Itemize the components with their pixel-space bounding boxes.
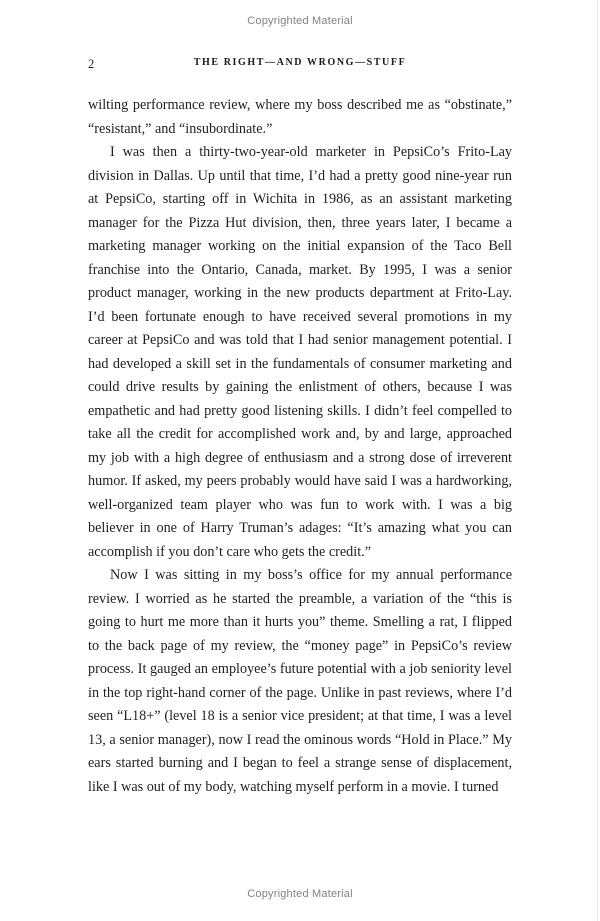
page-header xyxy=(0,57,600,71)
paragraph: wilting performance review, where my boss described me as “obstinate,” “resistant,” and “insubordinate.” xyxy=(88,97,512,137)
page-number: 2 xyxy=(88,57,95,71)
copyright-watermark-bottom: Copyrighted Material xyxy=(247,888,353,900)
paragraph: Now I was sitting in my boss’s office for my annual performance review. I worried as he started the preamble, a variation of the “this is going to hurt me more than it hurts you” theme. Smelling a rat, I flipped to the back page of my review, the “money page” in PepsiCo’s review process. It gauged an employee’s future potential with a job seniority level in the top right-hand corner of the page. Unlike in past reviews, where I’d seen “L18+” (level 18 is a senior vice president; at that time, I was a level 13, a senior manager), now I read the ominous words “Hold in Place.” My ears started burning and I began to feel a strange sense of displacement, like I was out of my body, watching myself perform in a movie. I turned xyxy=(88,567,512,795)
body-text xyxy=(88,94,512,799)
copyright-watermark-top: Copyrighted Material xyxy=(247,15,353,27)
running-head: THE RIGHT—AND WRONG—STUFF xyxy=(193,57,407,68)
page-edge-shadow xyxy=(597,0,598,921)
paragraph: I was then a thirty-two-year-old marketer in PepsiCo’s Frito-Lay division in Dallas. Up until that time, I’d had a pretty good nine-year run at PepsiCo, starting off in Wichita in 1986, as an assistant marketing manager for the Pizza Hut division, then, three years later, I became a marketing manager working on the initial expansion of the Taco Bell franchise into the Ontario, Canada, market. By 1995, I was a senior product manager, working in the new products department at Frito-Lay. I’d been fortunate enough to have received several promotions in my career at PepsiCo and was told that I had senior management potential. I had developed a skill set in the fundamentals of consumer marketing and could drive results by gaining the enlistment of others, because I was empathetic and had pretty good listening skills. I didn’t feel compelled to take all the credit for accomplished work and, by and large, approached my job with a high degree of enthusiasm and a strong dose of irreverent humor. If asked, my peers probably would have said I was a hardworking, well-organized team player who was fun to work with. I was a big believer in one of Harry Truman’s adages: “It’s amazing what you can accomplish if you don’t care who gets the credit.” xyxy=(88,144,512,560)
